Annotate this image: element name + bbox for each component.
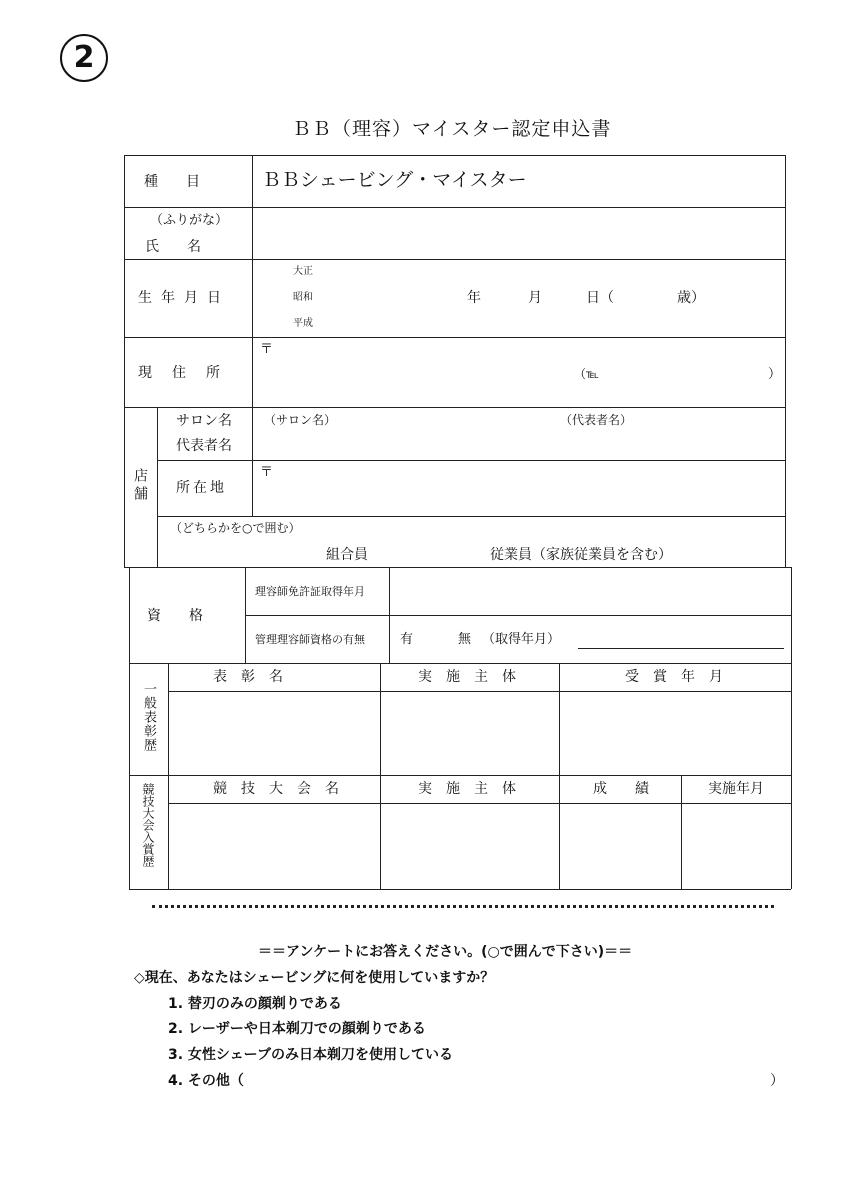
store-postal-mark: 〒 — [260, 465, 274, 480]
contests-result-cell[interactable] — [561, 805, 679, 887]
page-number-badge: 2 — [60, 34, 108, 82]
survey-option-3[interactable]: 3. 女性シェーブのみ日本剃刀を使用している — [168, 1047, 453, 1063]
dotted-separator — [152, 905, 774, 908]
name-label: 氏 名 — [145, 239, 201, 255]
furigana-label: （ふりがな） — [150, 213, 229, 228]
contests-label: 競技大会入賞歴 — [141, 783, 155, 867]
representative-hint: （代表者名） — [560, 413, 633, 427]
acquired-date-input[interactable] — [578, 648, 784, 649]
survey-other-close: ） — [770, 1073, 784, 1089]
representative-input[interactable] — [560, 430, 780, 458]
tel-input[interactable] — [610, 360, 760, 390]
acquired-date-label: （取得年月） — [482, 632, 561, 647]
contests-name-cell[interactable] — [170, 805, 378, 887]
option-yes[interactable]: 有 — [400, 632, 414, 647]
awards-col-org: 実 施 主 体 — [418, 669, 516, 685]
survey-option-2[interactable]: 2. レーザーや日本剃刀での顔剃りである — [168, 1021, 426, 1037]
choose-note: （どちらかを○で囲む） — [170, 521, 301, 535]
manager-qualification-label: 管理理容師資格の有無 — [255, 633, 365, 646]
birth-month-unit: 月 — [528, 290, 542, 306]
era-taisho[interactable]: 大正 — [293, 266, 313, 277]
license-date-label: 理容師免許証取得年月 — [255, 585, 365, 598]
salon-name-hint: （サロン名） — [264, 413, 337, 427]
awards-org-cell[interactable] — [382, 693, 557, 773]
location-input[interactable] — [274, 463, 782, 513]
representative-label: 代表者名 — [176, 438, 232, 454]
contests-col-name: 競 技 大 会 名 — [213, 781, 339, 797]
name-input[interactable] — [254, 209, 784, 257]
address-input[interactable] — [274, 340, 574, 404]
license-date-input[interactable] — [392, 570, 788, 613]
category-label: 種 目 — [144, 174, 200, 190]
postal-mark: 〒 — [260, 342, 274, 357]
survey-other-input[interactable] — [250, 1070, 760, 1094]
category-value[interactable]: ＢＢシェービング・マイスター — [262, 169, 527, 191]
birth-day-unit: 日（ — [586, 290, 614, 306]
contests-col-date: 実施年月 — [708, 781, 764, 797]
era-showa[interactable]: 昭和 — [293, 292, 313, 303]
salon-name-input[interactable] — [260, 430, 550, 458]
option-no[interactable]: 無 — [458, 632, 472, 647]
awards-col-name: 表 彰 名 — [213, 669, 283, 685]
contests-col-org: 実 施 主 体 — [418, 781, 516, 797]
survey-option-1[interactable]: 1. 替刃のみの顔剃りである — [168, 996, 342, 1012]
awards-name-cell[interactable] — [170, 693, 378, 773]
qualification-label: 資 格 — [147, 608, 203, 624]
age-unit: 歳） — [677, 290, 705, 306]
birthdate-label: 生年月日 — [138, 290, 230, 306]
tel-close: ） — [768, 367, 782, 382]
survey-option-4[interactable]: 4. その他（ — [168, 1073, 244, 1089]
option-member[interactable]: 組合員 — [326, 547, 368, 563]
survey-header: ＝＝アンケートにお答えください。(○で囲んで下さい)＝＝ — [258, 944, 633, 960]
location-label: 所在地 — [176, 480, 227, 496]
awards-col-date: 受 賞 年 月 — [625, 669, 723, 685]
address-label: 現住所 — [138, 365, 240, 381]
tel-open: （℡ — [574, 367, 599, 381]
survey-question: ◇現在、あなたはシェービングに何を使用していますか？ — [134, 970, 495, 986]
awards-date-cell[interactable] — [561, 693, 789, 773]
option-employee[interactable]: 従業員（家族従業員を含む） — [490, 547, 672, 563]
birth-year-unit: 年 — [467, 290, 481, 306]
store-label: 店舗 — [132, 468, 148, 504]
awards-label: 一般表彰歴 — [141, 682, 156, 752]
form-title: ＢＢ（理容）マイスター認定申込書 — [292, 118, 612, 140]
contests-date-cell[interactable] — [683, 805, 789, 887]
era-heisei[interactable]: 平成 — [293, 318, 313, 329]
contests-org-cell[interactable] — [382, 805, 557, 887]
salon-name-label: サロン名 — [176, 413, 232, 429]
contests-col-result: 成 績 — [593, 781, 649, 797]
